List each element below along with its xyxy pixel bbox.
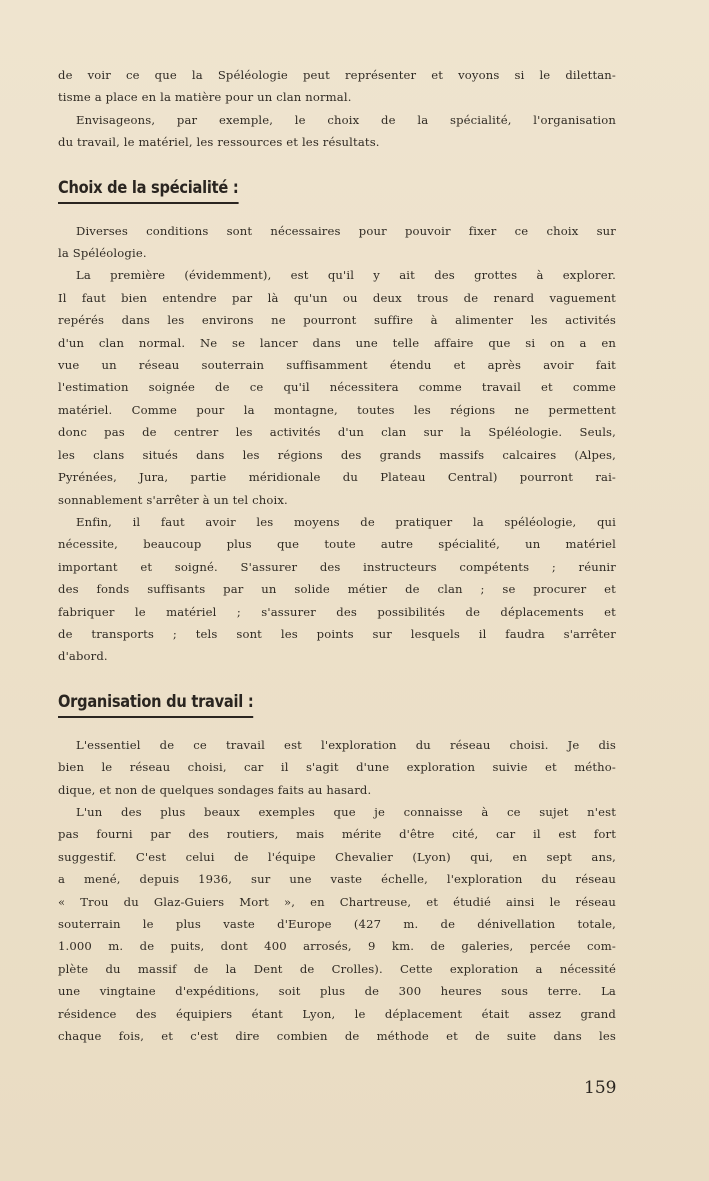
text-line: dique, et non de quelques sondages faits au hasard. bbox=[58, 782, 372, 797]
text-line: a mené, depuis 1936, sur une vaste échelle, l'exploration du réseau bbox=[58, 872, 616, 887]
page-number: 159 bbox=[584, 1078, 617, 1098]
text-line: du travail, le matériel, les ressources et les résultats. bbox=[58, 135, 380, 150]
text-line: important et soigné. S'assurer des instructeurs compétents ; réunir bbox=[58, 559, 616, 574]
specialite-paragraph-3 bbox=[58, 511, 616, 668]
intro-paragraph-1 bbox=[58, 64, 616, 109]
text-line: d'abord. bbox=[58, 649, 108, 664]
text-line: des fonds suffisants par un solide métier de clan ; se procurer et bbox=[58, 582, 616, 597]
text-line: « Trou du Glaz-Guiers Mort », en Chartreuse, et étudié ainsi le réseau bbox=[58, 894, 616, 909]
text-line: souterrain le plus vaste d'Europe (427 m. de dénivellation totale, bbox=[58, 917, 616, 931]
text-line: chaque fois, et c'est dire combien de méthode et de suite dans les bbox=[58, 1029, 616, 1044]
text-line: Pyrénées, Jura, partie méridionale du Plateau Central) pourront rai- bbox=[58, 470, 616, 485]
specialite-paragraph-2 bbox=[58, 264, 616, 510]
text-line: de transports ; tels sont les points sur lesquels il faudra s'arrêter bbox=[58, 626, 616, 641]
text-line: Enfin, il faut avoir les moyens de pratiquer la spéléologie, qui bbox=[76, 514, 616, 529]
text-line: L'essentiel de ce travail est l'exploration du réseau choisi. Je dis bbox=[76, 737, 616, 752]
text-line: Envisageons, par exemple, le choix de la spécialité, l'organisation bbox=[76, 112, 616, 127]
text-line: nécessite, beaucoup plus que toute autre spécialité, un matériel bbox=[58, 537, 616, 552]
text-line: Il faut bien entendre par là qu'un ou deux trous de renard vaguement bbox=[58, 290, 616, 305]
section-heading-organisation-travail: Organisation du travail : bbox=[58, 692, 253, 718]
text-line: La première (évidemment), est qu'il y ait des grottes à explorer. bbox=[76, 268, 616, 283]
text-line: résidence des équipiers étant Lyon, le déplacement était assez grand bbox=[58, 1006, 616, 1021]
text-line: plète du massif de la Dent de Crolles). Cette exploration a nécessité bbox=[58, 961, 616, 976]
section-heading-wrap-organisation bbox=[58, 692, 616, 718]
intro-paragraph-2 bbox=[58, 109, 616, 154]
text-line: pas fourni par des routiers, mais mérite d'être cité, car il est fort bbox=[58, 827, 616, 842]
text-line: matériel. Comme pour la montagne, toutes les régions ne permettent bbox=[58, 402, 616, 417]
section-heading-choix-specialite: Choix de la spécialité : bbox=[58, 178, 238, 204]
text-line: 1.000 m. de puits, dont 400 arrosés, 9 km. de galeries, percée com- bbox=[58, 939, 616, 954]
section-heading-wrap-specialite bbox=[58, 178, 616, 204]
text-line: L'un des plus beaux exemples que je connaisse à ce sujet n'est bbox=[76, 804, 616, 819]
text-line: la Spéléologie. bbox=[58, 246, 147, 261]
page-content bbox=[58, 64, 616, 1047]
text-line: fabriquer le matériel ; s'assurer des possibilités de déplacements et bbox=[58, 604, 616, 619]
text-line: les clans situés dans les régions des grands massifs calcaires (Alpes, bbox=[58, 447, 616, 462]
text-line: une vingtaine d'expéditions, soit plus de 300 heures sous terre. La bbox=[58, 984, 616, 999]
text-line: donc pas de centrer les activités d'un clan sur la Spéléologie. Seuls, bbox=[58, 425, 616, 440]
text-line: sonnablement s'arrêter à un tel choix. bbox=[58, 492, 288, 507]
text-line: repérés dans les environs ne pourront suffire à alimenter les activités bbox=[58, 313, 616, 328]
organisation-paragraph-2 bbox=[58, 801, 616, 1047]
text-line: de voir ce que la Spéléologie peut représenter et voyons si le dilettan- bbox=[58, 68, 616, 82]
organisation-paragraph-1 bbox=[58, 734, 616, 801]
text-line: bien le réseau choisi, car il s'agit d'une exploration suivie et métho- bbox=[58, 760, 616, 775]
text-line: d'un clan normal. Ne se lancer dans une telle affaire que si on a en bbox=[58, 335, 616, 350]
text-line: suggestif. C'est celui de l'équipe Chevalier (Lyon) qui, en sept ans, bbox=[58, 849, 616, 864]
text-line: tisme a place en la matière pour un clan normal. bbox=[58, 90, 352, 105]
text-line: vue un réseau souterrain suffisamment étendu et après avoir fait bbox=[58, 358, 616, 373]
specialite-paragraph-1 bbox=[58, 220, 616, 265]
text-line: Diverses conditions sont nécessaires pour pouvoir fixer ce choix sur bbox=[76, 223, 616, 238]
text-line: l'estimation soignée de ce qu'il nécessitera comme travail et comme bbox=[58, 380, 616, 395]
